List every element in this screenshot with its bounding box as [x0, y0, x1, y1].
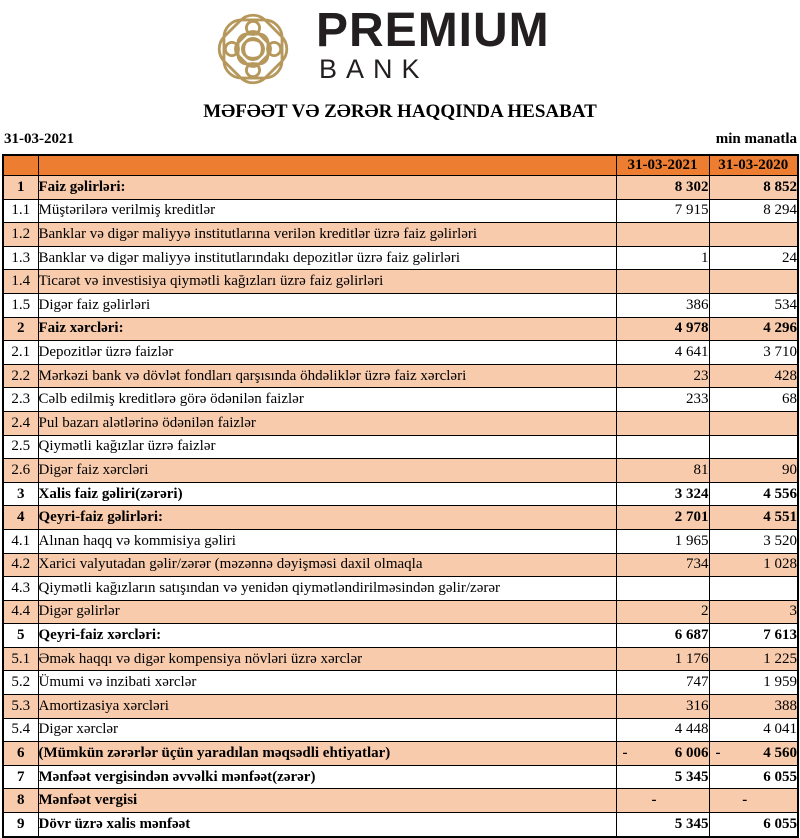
row-label-cell: Faiz xərcləri: [38, 317, 616, 341]
row-label-cell: (Mümkün zərərlər üçün yaradılan məqsədli ehtiyatlar) [38, 742, 616, 766]
table-row [3, 647, 798, 671]
row-number-cell: 8 [3, 789, 38, 813]
meta-row [4, 131, 797, 148]
value-2021-cell: 1 176 [616, 647, 709, 671]
row-number-cell: 1.3 [3, 246, 38, 270]
value-2020-cell: 1 959 [709, 671, 798, 695]
row-label-cell: Amortizasiya xərcləri [38, 695, 616, 719]
row-number-cell: 4.4 [3, 600, 38, 624]
value-2021-cell: 6 687 [616, 624, 709, 648]
value-2021-cell [616, 223, 709, 247]
row-number-cell: 5.1 [3, 647, 38, 671]
value-2021-cell: 5 345 [616, 813, 709, 837]
row-label-cell: Ticarət və investisiya qiymətli kağızları üzrə faiz gəlirləri [38, 270, 616, 294]
row-label-cell: Xarici valyutadan gəlir/zərər (məzənnə dəyişməsi daxil olmaqla [38, 553, 616, 577]
value-2021-cell: 8 302 [616, 176, 709, 200]
row-number-cell: 4.1 [3, 529, 38, 553]
table-row [3, 789, 798, 813]
row-number-cell: 1.5 [3, 293, 38, 317]
report-table-body [3, 176, 798, 837]
row-label-cell: Banklar və digər maliyyə institutlarındakı depozitlər üzrə faiz gəlirləri [38, 246, 616, 270]
value-2021-cell: 4 448 [616, 718, 709, 742]
minus-sign: - [715, 745, 721, 762]
value-2021-cell [616, 270, 709, 294]
value-2021-cell: 2 701 [616, 506, 709, 530]
brand-name-bank: BANK [319, 54, 429, 84]
table-row [3, 364, 798, 388]
value-2020-cell: 388 [709, 695, 798, 719]
row-label-cell: Qeyri-faiz xərcləri: [38, 624, 616, 648]
table-row [3, 813, 798, 837]
row-number-cell: 4.2 [3, 553, 38, 577]
report-date: 31-03-2021 [4, 131, 74, 147]
value-2020-cell: 3 520 [709, 529, 798, 553]
value-2021-cell: 734 [616, 553, 709, 577]
value-2021-cell: 316 [616, 695, 709, 719]
premium-bank-emblem-icon [205, 5, 301, 93]
table-row [3, 600, 798, 624]
row-number-cell: 1.1 [3, 199, 38, 223]
row-number-cell: 2 [3, 317, 38, 341]
value-2020-cell: 6 055 [709, 765, 798, 789]
brand-wordmark [316, 4, 550, 84]
row-number-cell: 2.1 [3, 341, 38, 365]
value-2020-cell [709, 411, 798, 435]
row-number-cell: 2.3 [3, 388, 38, 412]
table-row [3, 765, 798, 789]
value-2021-cell: 4 641 [616, 341, 709, 365]
value-2021-cell: 5 345 [616, 765, 709, 789]
table-row [3, 671, 798, 695]
row-number-cell: 2.4 [3, 411, 38, 435]
row-number-cell: 5.2 [3, 671, 38, 695]
header-label-cell [38, 155, 616, 176]
value-2020-cell: 6 055 [709, 813, 798, 837]
value-2021-cell: 1 [616, 246, 709, 270]
table-row [3, 223, 798, 247]
row-number-cell: 1 [3, 176, 38, 200]
table-row [3, 553, 798, 577]
table-row [3, 482, 798, 506]
table-row [3, 529, 798, 553]
table-row [3, 695, 798, 719]
row-number-cell: 4.3 [3, 577, 38, 601]
row-number-cell: 3 [3, 482, 38, 506]
table-row [3, 293, 798, 317]
row-label-cell: Xalis faiz gəliri(zərəri) [38, 482, 616, 506]
table-row [3, 577, 798, 601]
value-2020-cell: 24 [709, 246, 798, 270]
value-2020-cell [709, 742, 798, 766]
table-row [3, 246, 798, 270]
value-2020-cell: 8 294 [709, 199, 798, 223]
value-2020-cell: 4 551 [709, 506, 798, 530]
row-label-cell: Dövr üzrə xalis mənfəət [38, 813, 616, 837]
row-number-cell: 7 [3, 765, 38, 789]
row-label-cell: Mənfəət vergisi [38, 789, 616, 813]
row-label-cell: Qiymətli kağızlar üzrə faizlər [38, 435, 616, 459]
value-2020-cell [709, 223, 798, 247]
row-label-cell: Müştərilərə verilmiş kreditlər [38, 199, 616, 223]
value-2021-cell: 3 324 [616, 482, 709, 506]
header-number-cell [3, 155, 38, 176]
row-number-cell: 5.4 [3, 718, 38, 742]
row-label-cell: Depozitlər üzrə faizlər [38, 341, 616, 365]
row-label-cell: Banklar və digər maliyyə institutlarına verilən kreditlər üzrə faiz gəlirləri [38, 223, 616, 247]
table-row [3, 624, 798, 648]
value-2021-cell: - [616, 789, 709, 813]
value-2021-cell: 4 978 [616, 317, 709, 341]
value-2021-cell [616, 577, 709, 601]
row-label-cell: Pul bazarı alətlərinə ödənilən faizlər [38, 411, 616, 435]
table-row [3, 435, 798, 459]
row-number-cell: 2.5 [3, 435, 38, 459]
row-number-cell: 5 [3, 624, 38, 648]
value-2020-cell: 8 852 [709, 176, 798, 200]
value-2021-cell: 7 915 [616, 199, 709, 223]
table-row [3, 317, 798, 341]
row-label-cell: Faiz gəlirləri: [38, 176, 616, 200]
table-header-row [3, 155, 798, 176]
value-2021-cell: 1 965 [616, 529, 709, 553]
value-2020-cell [709, 435, 798, 459]
row-number-cell: 6 [3, 742, 38, 766]
cell-value: 4 560 [763, 745, 797, 762]
value-2021-cell [616, 435, 709, 459]
row-label-cell: Qeyri-faiz gəlirləri: [38, 506, 616, 530]
value-2020-cell: 7 613 [709, 624, 798, 648]
row-label-cell: Digər xərclər [38, 718, 616, 742]
row-label-cell: Digər faiz xərcləri [38, 459, 616, 483]
table-row [3, 270, 798, 294]
table-row [3, 341, 798, 365]
row-number-cell: 4 [3, 506, 38, 530]
value-2020-cell: 4 041 [709, 718, 798, 742]
value-2021-cell: 2 [616, 600, 709, 624]
row-number-cell: 5.3 [3, 695, 38, 719]
value-2020-cell [709, 270, 798, 294]
value-2021-cell [616, 742, 709, 766]
value-2020-cell: 1 028 [709, 553, 798, 577]
table-row [3, 742, 798, 766]
row-label-cell: Alınan haqq və kommisiya gəliri [38, 529, 616, 553]
value-2020-cell: 534 [709, 293, 798, 317]
value-2020-cell: - [709, 789, 798, 813]
row-number-cell: 2.2 [3, 364, 38, 388]
row-label-cell: Əmək haqqı və digər kompensiya növləri üzrə xərclər [38, 647, 616, 671]
unit-label: min manatla [715, 131, 797, 147]
table-row [3, 459, 798, 483]
value-2021-cell: 81 [616, 459, 709, 483]
row-label-cell: Cəlb edilmiş kreditlərə görə ödənilən faizlər [38, 388, 616, 412]
row-label-cell: Mənfəət vergisindən əvvəlki mənfəət(zərər) [38, 765, 616, 789]
row-number-cell: 1.4 [3, 270, 38, 294]
row-number-cell: 1.2 [3, 223, 38, 247]
cell-value: 6 006 [674, 745, 709, 762]
value-2021-cell: 747 [616, 671, 709, 695]
row-label-cell: Digər faiz gəlirləri [38, 293, 616, 317]
value-2020-cell: 4 296 [709, 317, 798, 341]
value-2021-cell: 233 [616, 388, 709, 412]
value-2020-cell: 1 225 [709, 647, 798, 671]
row-label-cell: Mərkəzi bank və dövlət fondları qarşısında öhdəliklər üzrə faiz xərcləri [38, 364, 616, 388]
value-2021-cell: 23 [616, 364, 709, 388]
brand-name-premium: PREMIUM [316, 4, 550, 57]
header-col-2021: 31-03-2021 [616, 155, 709, 176]
row-label-cell: Qiymətli kağızların satışından və yenidən qiymətləndirilməsindən gəlir/zərər [38, 577, 616, 601]
value-2021-cell [616, 411, 709, 435]
profit-loss-table [2, 154, 799, 838]
row-number-cell: 2.6 [3, 459, 38, 483]
value-2020-cell: 68 [709, 388, 798, 412]
table-row [3, 506, 798, 530]
value-2020-cell: 3 [709, 600, 798, 624]
value-2020-cell [709, 577, 798, 601]
value-2020-cell: 4 556 [709, 482, 798, 506]
row-label-cell: Ümumi və inzibati xərclər [38, 671, 616, 695]
value-2020-cell: 90 [709, 459, 798, 483]
table-row [3, 199, 798, 223]
table-row [3, 176, 798, 200]
report-title: MƏFƏƏT VƏ ZƏRƏR HAQQINDA HESABAT [203, 101, 597, 122]
value-2020-cell: 428 [709, 364, 798, 388]
value-2021-cell: 386 [616, 293, 709, 317]
table-row [3, 411, 798, 435]
value-2020-cell: 3 710 [709, 341, 798, 365]
minus-sign: - [622, 745, 628, 762]
table-row [3, 718, 798, 742]
row-number-cell: 9 [3, 813, 38, 837]
row-label-cell: Digər gəlirlər [38, 600, 616, 624]
header-col-2020: 31-03-2020 [709, 155, 798, 176]
table-row [3, 388, 798, 412]
